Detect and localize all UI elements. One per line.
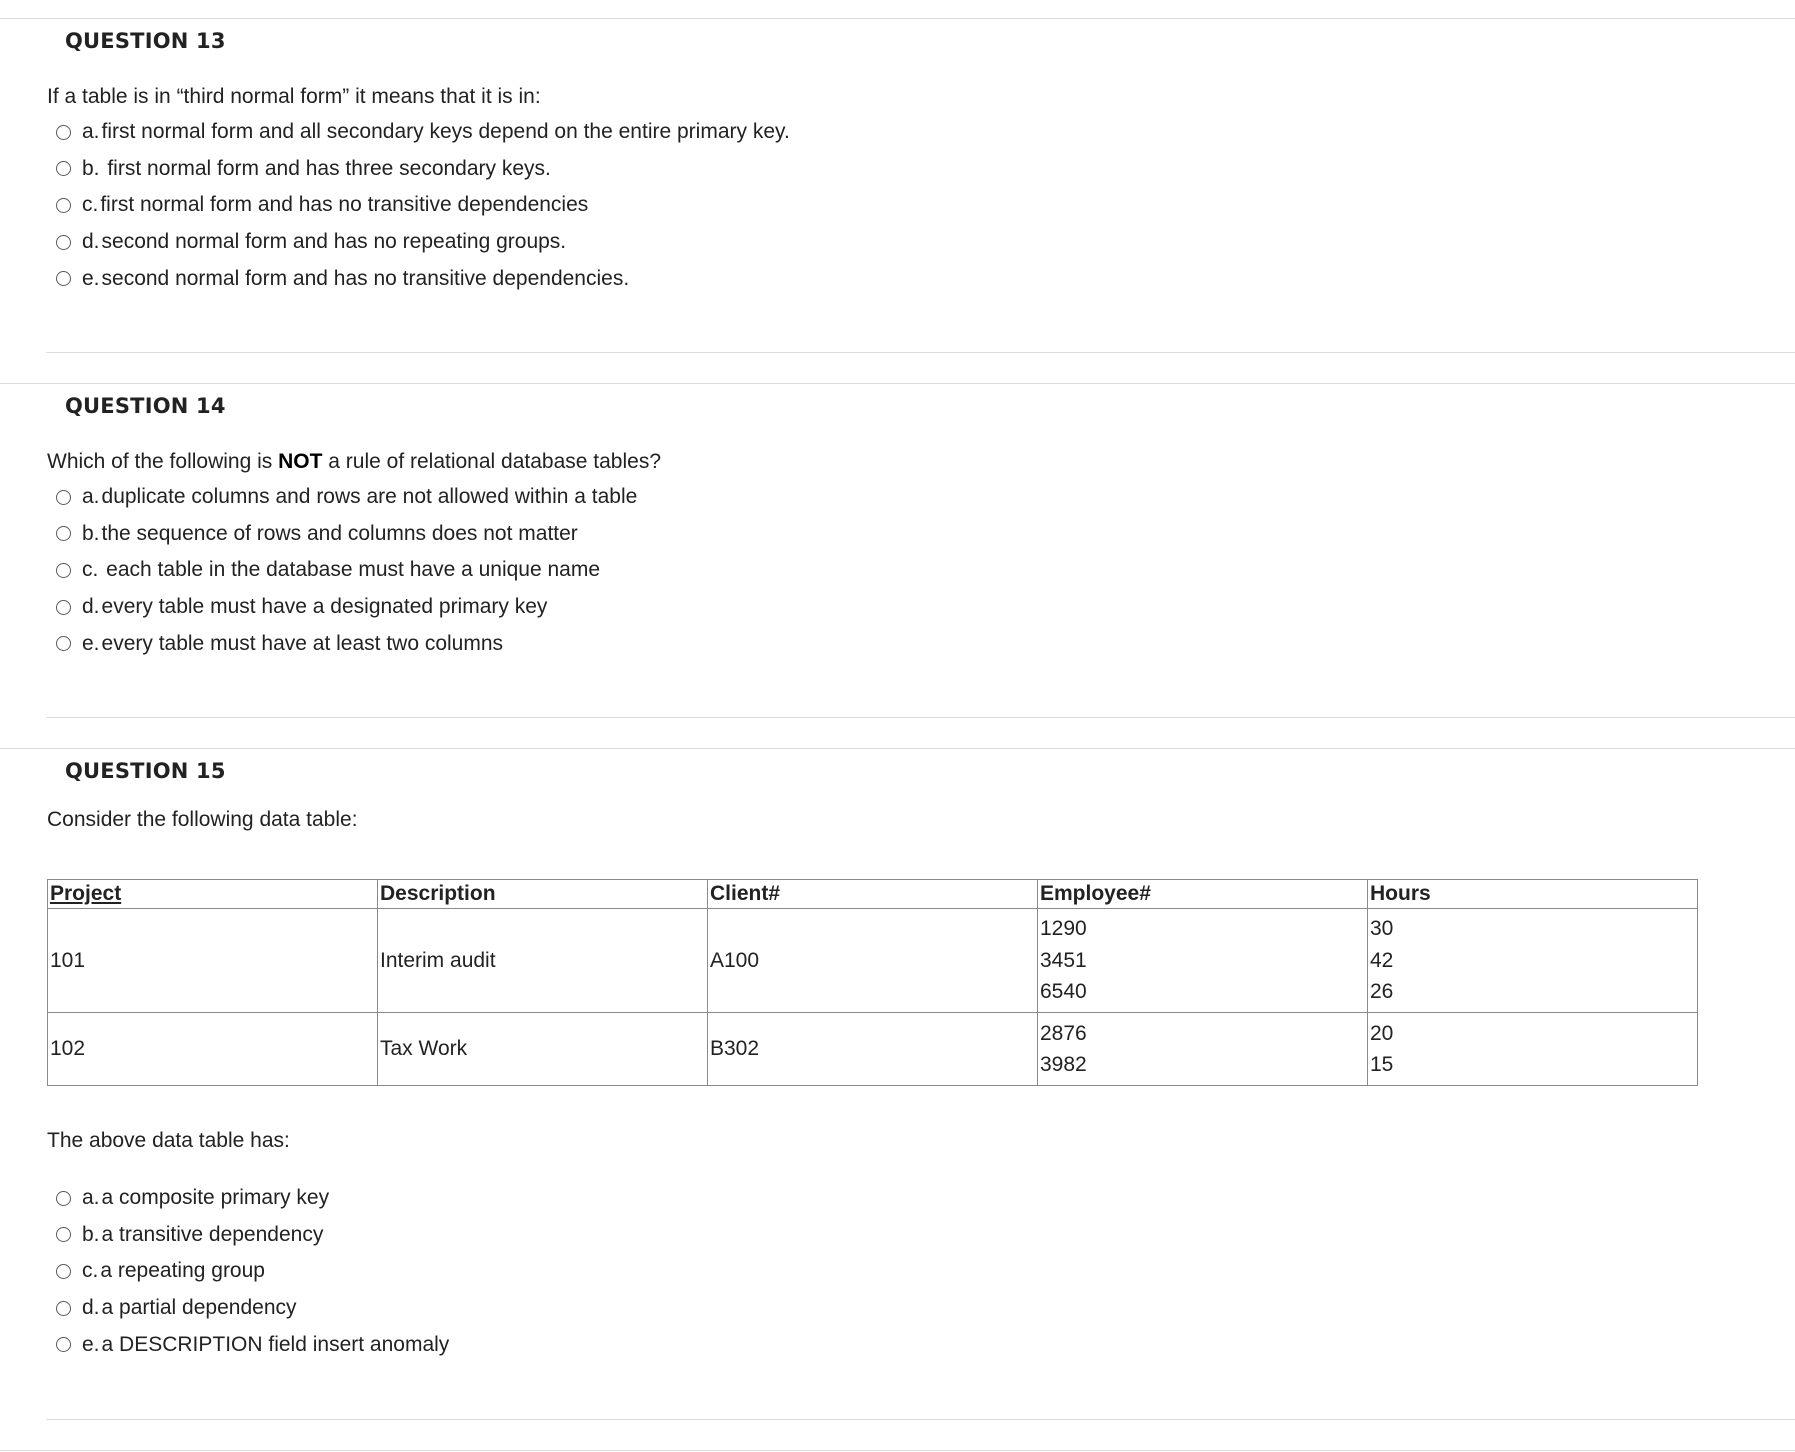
divider [46,352,1795,353]
cell-client: B302 [708,1013,1038,1086]
radio-button[interactable] [56,636,71,651]
column-header-employee: Employee# [1038,880,1368,909]
cell-description: Interim audit [378,909,708,1013]
question-title: QUESTION 15 [65,759,226,783]
column-header-hours: Hours [1368,880,1698,909]
option-text: first normal form and has no transitive dependencies [100,193,589,217]
question-prompt: Consider the following data table: [47,808,358,831]
divider [0,748,1795,749]
answer-option-b[interactable] [56,516,637,553]
radio-button[interactable] [56,1337,71,1352]
option-text: a composite primary key [101,1186,330,1210]
hours-value: 30 [1370,917,1394,941]
answer-option-b[interactable] [56,151,790,188]
cell-employees [1038,1013,1368,1086]
answer-option-c[interactable] [56,552,637,589]
radio-button[interactable] [56,161,71,176]
option-text: a DESCRIPTION field insert anomaly [101,1332,450,1356]
employee-number: 3451 [1040,948,1087,972]
cell-client: A100 [708,909,1038,1013]
radio-button[interactable] [56,526,71,541]
option-letter: b. [82,1222,100,1246]
question-followup: The above data table has: [47,1129,290,1152]
hours-value: 42 [1370,948,1394,972]
cell-project: 102 [48,1013,378,1086]
option-text: first normal form and all secondary keys depend on the entire primary key. [101,120,790,144]
column-header-client: Client# [708,880,1038,909]
answer-option-e[interactable] [56,625,637,662]
hours-value: 26 [1370,980,1394,1004]
radio-button[interactable] [56,1264,71,1279]
answer-option-c[interactable] [56,1253,449,1290]
answer-options [56,114,790,297]
cell-description: Tax Work [378,1013,708,1086]
radio-button[interactable] [56,235,71,250]
divider [46,717,1795,718]
answer-option-b[interactable] [56,1217,449,1254]
option-text: second normal form and has no repeating groups. [101,230,567,254]
radio-button[interactable] [56,600,71,615]
cell-employees [1038,909,1368,1013]
answer-option-a[interactable] [56,114,790,151]
table-header-row [48,880,1698,909]
option-letter: c. [82,193,99,217]
option-letter: d. [82,230,100,254]
divider [46,1419,1795,1420]
option-text: second normal form and has no transitive dependencies. [101,266,630,290]
answer-option-e[interactable] [56,1326,449,1363]
answer-option-d[interactable] [56,589,637,626]
radio-button[interactable] [56,271,71,286]
option-letter: b. [82,156,100,180]
cell-project: 101 [48,909,378,1013]
employee-number: 6540 [1040,980,1087,1004]
option-text: first normal form and has three secondary keys. [101,156,551,180]
option-letter: e. [82,631,100,655]
radio-button[interactable] [56,1191,71,1206]
prompt-emphasis: NOT [278,450,323,473]
employee-number: 3982 [1040,1053,1087,1076]
option-letter: c. [82,1259,99,1283]
option-letter: a. [82,1186,100,1210]
option-text: the sequence of rows and columns does not matter [101,521,578,545]
radio-button[interactable] [56,1301,71,1316]
hours-value: 15 [1370,1053,1394,1076]
question-title: QUESTION 14 [65,394,226,418]
radio-button[interactable] [56,125,71,140]
answer-option-d[interactable] [56,224,790,261]
option-letter: c. [82,558,99,582]
option-text: duplicate columns and rows are not allowed within a table [101,485,638,509]
column-header-project [48,880,378,909]
answer-option-d[interactable] [56,1290,449,1327]
answer-option-a[interactable] [56,479,637,516]
divider [0,383,1795,384]
cell-hours [1368,1013,1698,1086]
option-text: a transitive dependency [101,1222,324,1246]
prompt-text: Which of the following is [47,450,279,473]
option-text: each table in the database must have a unique name [100,558,601,582]
option-letter: b. [82,521,100,545]
divider [0,18,1795,19]
hours-value: 20 [1370,1021,1394,1045]
table-row [48,1013,1698,1086]
question-title: QUESTION 13 [65,29,226,53]
option-letter: e. [82,1332,100,1356]
answer-options [56,479,637,662]
employee-number: 1290 [1040,917,1087,941]
option-letter: e. [82,266,100,290]
prompt-text: a rule of relational database tables? [322,450,662,473]
employee-number: 2876 [1040,1021,1087,1045]
table-row [48,909,1698,1013]
question-prompt: If a table is in “third normal form” it means that it is in: [47,85,541,108]
column-header-label: Project [50,882,122,905]
data-table [47,879,1698,1086]
option-text: every table must have at least two columns [101,631,504,655]
option-text: every table must have a designated primary key [101,595,548,619]
option-text: a partial dependency [101,1296,297,1320]
option-letter: d. [82,595,100,619]
option-letter: a. [82,485,100,509]
answer-option-a[interactable] [56,1180,449,1217]
radio-button[interactable] [56,198,71,213]
answer-option-c[interactable] [56,187,790,224]
divider [0,1450,1795,1451]
question-prompt [47,450,661,474]
radio-button[interactable] [56,563,71,578]
radio-button[interactable] [56,1227,71,1242]
cell-hours [1368,909,1698,1013]
option-letter: a. [82,120,100,144]
column-header-description: Description [378,880,708,909]
option-letter: d. [82,1296,100,1320]
option-text: a repeating group [100,1259,265,1283]
answer-option-e[interactable] [56,260,790,297]
answer-options [56,1180,449,1363]
radio-button[interactable] [56,490,71,505]
